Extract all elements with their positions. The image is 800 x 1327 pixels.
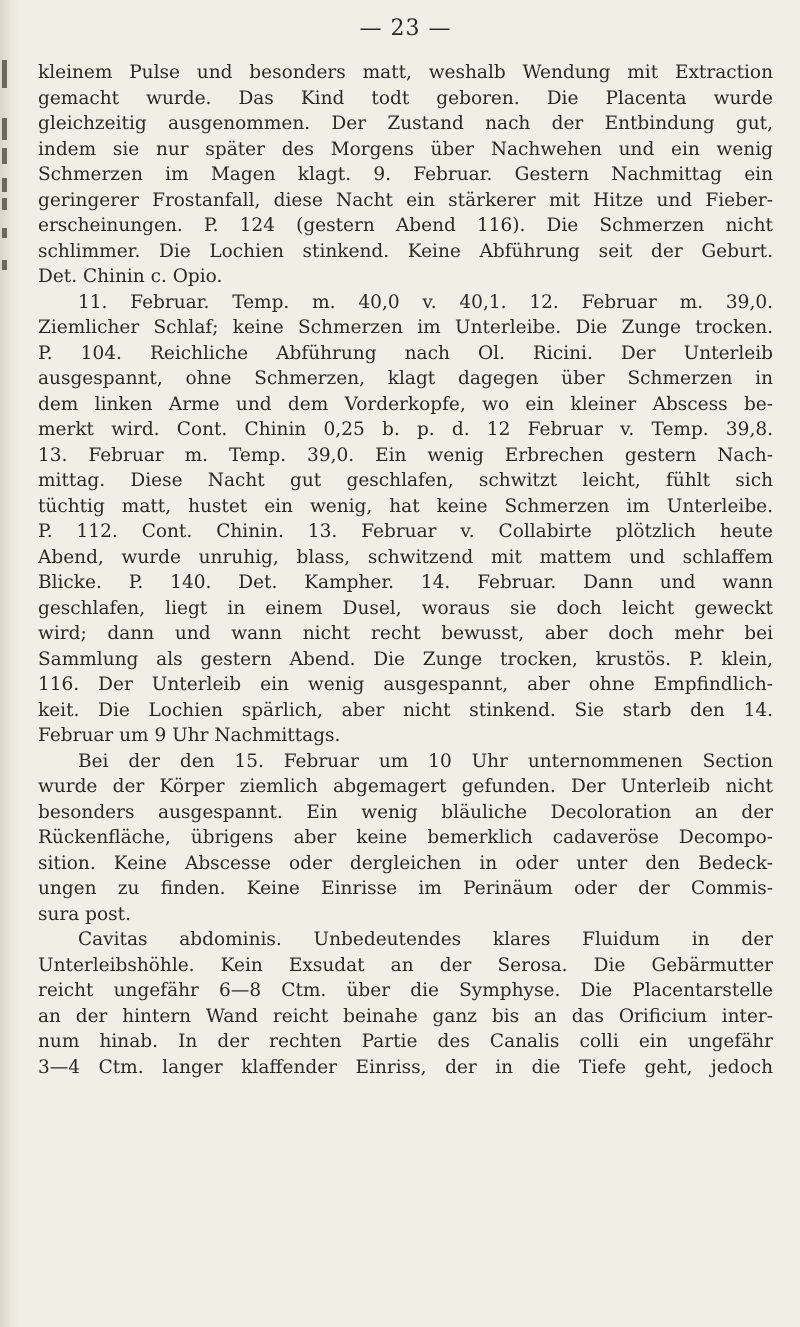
text-line: merkt wird. Cont. Chinin 0,25 b. p. d. 12 Februar v. Temp. 39,8.	[38, 419, 773, 440]
text-line: Unterleibshöhle. Kein Exsudat an der Serosa. Die Gebärmutter	[38, 954, 773, 976]
text-line: ausgespannt, ohne Schmerzen, klagt dagegen über Schmerzen in	[38, 368, 773, 389]
text-line: schlimmer. Die Lochien stinkend. Keine Abführung seit der Geburt.	[38, 240, 773, 262]
text-line: ungen zu finden. Keine Einrisse im Perinäum oder der Commis-	[38, 878, 773, 899]
text-line: sition. Keine Abscesse oder dergleichen in oder unter den Bedeck-	[38, 852, 773, 874]
spine-mark	[2, 148, 7, 164]
page-spine	[0, 0, 18, 1327]
text-line: 116. Der Unterleib ein wenig ausgespannt, aber ohne Empfindlich-	[38, 674, 773, 695]
text-line: mittag. Diese Nacht gut geschlafen, schwitzt leicht, fühlt sich	[38, 470, 773, 491]
spine-mark	[2, 118, 7, 140]
spine-mark	[2, 60, 7, 88]
text-line: indem sie nur später des Morgens über Nachwehen und ein wenig	[38, 138, 773, 160]
text-line: wurde der Körper ziemlich abgemagert gefunden. Der Unterleib nicht	[38, 776, 773, 797]
text-line: keit. Die Lochien spärlich, aber nicht stinkend. Sie starb den 14.	[38, 699, 773, 721]
text-line: geschlafen, liegt in einem Dusel, woraus sie doch leicht geweckt	[38, 597, 773, 619]
spine-mark	[2, 228, 7, 238]
page-number: — 23 —	[359, 16, 452, 41]
text-line: Ziemlicher Schlaf; keine Schmerzen im Unterleibe. Die Zunge trocken.	[38, 317, 773, 338]
text-line: Bei der den 15. Februar um 10 Uhr unternommenen Section	[78, 750, 773, 772]
text-line: erscheinungen. P. 124 (gestern Abend 116). Die Schmerzen nicht	[38, 215, 773, 236]
text-line: reicht ungefähr 6—8 Ctm. über die Symphyse. Die Placentarstelle	[38, 980, 773, 1001]
spine-mark	[2, 260, 7, 270]
spine-mark	[2, 178, 7, 192]
text-line: kleinem Pulse und besonders matt, weshalb Wendung mit Extraction	[38, 62, 773, 83]
body-text	[38, 60, 773, 1080]
text-line: Blicke. P. 140. Det. Kampher. 14. Februar. Dann und wann	[38, 572, 773, 593]
text-line: an der hintern Wand reicht beinahe ganz bis an das Orificium inter-	[38, 1005, 773, 1027]
text-line: 13. Februar m. Temp. 39,0. Ein wenig Erbrechen gestern Nach-	[38, 444, 773, 466]
text-line: Cavitas abdominis. Unbedeutendes klares Fluidum in der	[78, 929, 773, 950]
text-line: P. 112. Cont. Chinin. 13. Februar v. Collabirte plötzlich heute	[38, 521, 773, 542]
text-line: 11. Februar. Temp. m. 40,0 v. 40,1. 12. Februar m. 39,0.	[78, 291, 773, 313]
text-line: Rückenfläche, übrigens aber keine bemerklich cadaveröse Decompo-	[38, 827, 773, 848]
text-line: Sammlung als gestern Abend. Die Zunge trocken, krustös. P. klein,	[38, 648, 773, 670]
text-line: gleichzeitig ausgenommen. Der Zustand nach der Entbindung gut,	[38, 113, 773, 134]
text-line: num hinab. In der rechten Partie des Canalis colli ein ungefähr	[38, 1031, 773, 1052]
text-line: sura post.	[38, 903, 131, 925]
spine-mark	[2, 198, 7, 210]
text-line: Abend, wurde unruhig, blass, schwitzend mit mattem und schlaffem	[38, 546, 773, 568]
text-line: Schmerzen im Magen klagt. 9. Februar. Gestern Nachmittag ein	[38, 164, 773, 185]
text-line: geringerer Frostanfall, diese Nacht ein stärkerer mit Hitze und Fieber-	[38, 189, 773, 211]
text-line: Februar um 9 Uhr Nachmittags.	[38, 725, 341, 746]
text-line: besonders ausgespannt. Ein wenig bläuliche Decoloration an der	[38, 801, 773, 823]
text-line: 3—4 Ctm. langer klaffender Einriss, der in die Tiefe geht, jedoch	[38, 1056, 773, 1078]
text-line: Det. Chinin c. Opio.	[38, 266, 223, 287]
text-line: wird; dann und wann nicht recht bewusst, aber doch mehr bei	[38, 623, 773, 644]
text-line: gemacht wurde. Das Kind todt geboren. Die Placenta wurde	[38, 87, 773, 109]
text-line: dem linken Arme und dem Vorderkopfe, wo ein kleiner Abscess be-	[38, 393, 773, 415]
text-line: tüchtig matt, hustet ein wenig, hat keine Schmerzen im Unterleibe.	[38, 495, 773, 517]
text-line: P. 104. Reichliche Abführung nach Ol. Ricini. Der Unterleib	[38, 342, 773, 364]
